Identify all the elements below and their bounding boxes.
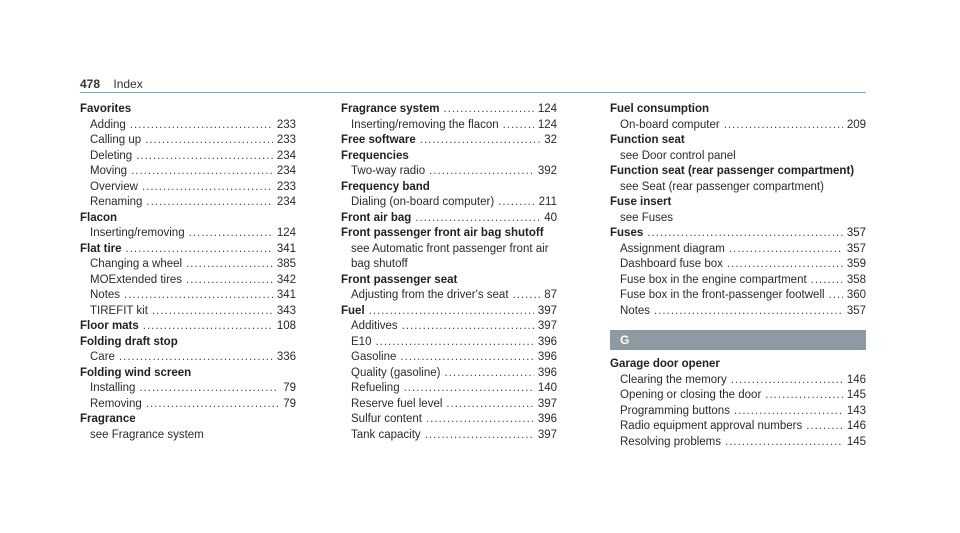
dot-leader (727, 257, 843, 273)
dot-leader (724, 118, 843, 134)
page-reference[interactable]: 343 (276, 304, 296, 317)
index-heading (80, 102, 296, 118)
dot-leader (131, 164, 273, 180)
index-subentry (80, 118, 296, 134)
page-reference[interactable]: 87 (544, 289, 557, 301)
index-subentry (610, 388, 866, 404)
index-subentry (610, 149, 866, 165)
index-subentry-label: Refueling (351, 382, 400, 394)
index-subentry (610, 257, 866, 273)
index-subentry-label: Gasoline (351, 351, 397, 363)
index-heading (610, 357, 866, 373)
index-heading-label: Flat tire (80, 242, 122, 255)
index-subentry-label: Opening or closing the door (620, 389, 762, 401)
index-heading-label: Flacon (80, 211, 118, 224)
page-reference[interactable]: 146 (846, 420, 866, 432)
index-subentry-label: see Automatic front passenger front air bag shutoff (351, 242, 549, 270)
index-heading-label: Fuses (610, 227, 644, 239)
index-subentry-label: TIREFIT kit (90, 304, 148, 317)
page-reference[interactable]: 359 (846, 258, 866, 270)
index-subentry (80, 288, 296, 304)
index-heading-label: Floor mats (80, 320, 139, 332)
index-subentry (341, 350, 557, 366)
index-subentry-label: Sulfur content (351, 413, 422, 425)
dot-leader (415, 211, 540, 227)
page-reference[interactable]: 357 (846, 304, 866, 317)
page-reference[interactable]: 211 (538, 196, 557, 208)
index-heading (341, 211, 557, 227)
page-reference[interactable]: 145 (846, 389, 866, 401)
index-heading (341, 102, 557, 118)
index-subentry-label: see Door control panel (620, 149, 736, 162)
index-heading-label: Function seat (rear passenger compartment) (610, 165, 855, 177)
dot-leader (806, 419, 843, 435)
index-subentry (341, 288, 557, 304)
index-subentry (80, 164, 296, 180)
dot-leader (647, 226, 843, 242)
index-subentry-label: Removing (90, 397, 142, 410)
dot-leader (426, 412, 534, 428)
index-subentry (341, 335, 557, 351)
index-heading (341, 273, 557, 289)
index-subentry (610, 288, 866, 304)
index-heading-label: Favorites (80, 103, 132, 115)
index-subentry (341, 366, 557, 382)
index-subentry (341, 381, 557, 397)
dot-leader (513, 288, 541, 304)
page-reference[interactable]: 40 (544, 211, 557, 224)
index-subentry-label: MOExtended tires (90, 273, 183, 286)
index-subentry (80, 180, 296, 196)
index-subentry (80, 257, 296, 273)
page-reference[interactable]: 145 (846, 435, 866, 448)
page-reference[interactable]: 341 (276, 242, 296, 255)
page-reference[interactable]: 140 (537, 382, 557, 394)
index-subentry-label: Dashboard fuse box (620, 258, 723, 270)
dot-leader (734, 404, 843, 420)
page-reference[interactable]: 124 (537, 103, 557, 115)
page-reference[interactable]: 357 (846, 227, 866, 239)
index-heading-label: Folding wind screen (80, 366, 192, 379)
dot-leader (425, 428, 534, 444)
index-subentry-label: Programming buttons (620, 404, 730, 417)
page-reference[interactable]: 79 (283, 382, 296, 394)
dot-leader (186, 273, 273, 289)
page-reference[interactable]: 360 (846, 289, 866, 301)
index-subentry-label: Fuse box in the engine compartment (620, 273, 807, 286)
index-heading-label: Garage door opener (610, 358, 720, 370)
index-heading-label: Front air bag (341, 211, 412, 224)
dot-leader (420, 133, 540, 149)
section-title: Index (113, 77, 143, 91)
dot-leader (186, 257, 273, 273)
index-subentry-label: On-board computer (620, 118, 720, 131)
dot-leader (146, 397, 279, 413)
page-reference[interactable]: 79 (283, 397, 296, 410)
index-heading-label: Function seat (610, 134, 685, 146)
index-subentry (610, 242, 866, 258)
index-subentry-label: see Fuses (620, 211, 674, 224)
index-subentry-label: Reserve fuel level (351, 397, 443, 410)
index-heading-label: Frequency band (341, 180, 430, 193)
index-heading (610, 164, 866, 180)
index-subentry (80, 133, 296, 149)
index-subentry (341, 397, 557, 413)
index-subentry-label: Notes (620, 304, 651, 317)
index-group-g (610, 357, 866, 450)
page-reference[interactable]: 233 (276, 134, 296, 146)
page-reference[interactable]: 32 (544, 134, 557, 146)
index-heading (80, 335, 296, 351)
index-column-3 (610, 102, 866, 450)
index-subentry (610, 419, 866, 435)
dot-leader (152, 304, 273, 320)
page-reference[interactable]: 234 (276, 165, 296, 177)
index-heading (610, 226, 866, 242)
page-reference[interactable]: 124 (276, 227, 296, 239)
index-column-1 (80, 102, 296, 443)
index-subentry-label: Clearing the memory (620, 373, 727, 386)
page-reference[interactable]: 233 (276, 180, 296, 193)
dot-leader (498, 195, 534, 211)
index-subentry-label: Deleting (90, 149, 133, 162)
index-heading-label: Front passenger seat (341, 273, 458, 286)
page-reference[interactable]: 342 (276, 273, 296, 286)
index-subentry-label: Renaming (90, 196, 143, 208)
index-heading (341, 149, 557, 165)
dot-leader (429, 164, 534, 180)
index-subentry-label: Adding (90, 118, 126, 131)
letter-section-bar: G (610, 330, 866, 350)
dot-leader (142, 180, 273, 196)
index-heading-label: Folding draft stop (80, 335, 178, 348)
index-subentry (341, 164, 557, 180)
dot-leader (145, 133, 273, 149)
index-subentry (610, 404, 866, 420)
index-subentry-label: E10 (351, 335, 372, 348)
index-subentry-label: Overview (90, 180, 138, 193)
page-reference[interactable]: 396 (537, 413, 557, 425)
index-subentry (610, 373, 866, 389)
index-heading-label: Front passenger front air bag shutoff (341, 227, 544, 239)
index-subentry (610, 435, 866, 451)
dot-leader (444, 366, 533, 382)
index-subentry (610, 304, 866, 320)
index-subentry-label: Calling up (90, 134, 142, 146)
index-subentry (610, 211, 866, 227)
index-heading-label: Free software (341, 134, 416, 146)
dot-leader (126, 242, 273, 258)
index-heading (341, 133, 557, 149)
dot-leader (729, 242, 843, 258)
index-subentry-label: Additives (351, 320, 398, 332)
index-subentry-label: Inserting/removing (90, 227, 185, 239)
index-heading (610, 195, 866, 211)
index-subentry (610, 180, 866, 196)
dot-leader (146, 195, 272, 211)
page-header (80, 77, 143, 91)
page-reference[interactable]: 397 (537, 320, 557, 332)
index-subentry-label: Tank capacity (351, 428, 421, 441)
dot-leader (189, 226, 273, 242)
index-heading-label: Fragrance (80, 413, 136, 425)
header-rule (80, 92, 866, 93)
index-subentry (80, 195, 296, 211)
index-subentry (610, 273, 866, 289)
page-reference[interactable]: 233 (276, 118, 296, 131)
index-column-2 (341, 102, 557, 443)
index-subentry (341, 412, 557, 428)
index-subentry (341, 428, 557, 444)
index-subentry-label: Radio equipment approval numbers (620, 420, 803, 432)
page-reference[interactable]: 397 (537, 428, 557, 441)
index-subentry (341, 195, 557, 211)
dot-leader (731, 373, 843, 389)
index-subentry-label: Care (90, 351, 115, 363)
index-heading (80, 242, 296, 258)
index-subentry (80, 149, 296, 165)
index-subentry-label: Dialing (on-board computer) (351, 196, 495, 208)
index-heading (341, 304, 557, 320)
index-subentry-label: see Fragrance system (90, 428, 204, 441)
dot-leader (139, 381, 279, 397)
index-heading (610, 133, 866, 149)
index-subentry-label: Fuse box in the front-passenger footwell (620, 289, 825, 301)
page-reference[interactable]: 357 (846, 242, 866, 255)
index-heading (80, 412, 296, 428)
dot-leader (402, 319, 534, 335)
index-subentry (80, 381, 296, 397)
page-reference[interactable]: 396 (537, 366, 557, 379)
page-reference[interactable]: 396 (537, 351, 557, 363)
index-group-f (610, 102, 866, 319)
index-subentry (341, 319, 557, 335)
index-subentry-label: Notes (90, 289, 121, 301)
index-subentry (80, 350, 296, 366)
index-subentry-label: Adjusting from the driver's seat (351, 289, 509, 301)
page-reference[interactable]: 397 (537, 397, 557, 410)
dot-leader (503, 118, 534, 134)
page-number: 478 (80, 77, 101, 91)
dot-leader (119, 350, 273, 366)
page-reference[interactable]: 124 (537, 118, 557, 131)
page-reference[interactable]: 234 (276, 196, 296, 208)
index-subentry-label: see Seat (rear passenger compartment) (620, 180, 824, 193)
index-heading-label: Frequencies (341, 149, 409, 162)
index-subentry (80, 226, 296, 242)
dot-leader (369, 304, 534, 320)
index-subentry (80, 428, 296, 444)
index-subentry (80, 304, 296, 320)
page-reference[interactable]: 234 (276, 149, 296, 162)
dot-leader (136, 149, 273, 165)
page-reference[interactable]: 341 (276, 289, 296, 301)
dot-leader (654, 304, 843, 320)
index-subentry (341, 242, 557, 273)
index-heading-label: Fuse insert (610, 196, 672, 208)
index-subentry (80, 397, 296, 413)
dot-leader (446, 397, 533, 413)
dot-leader (404, 381, 534, 397)
index-heading (80, 319, 296, 335)
dot-leader (443, 102, 533, 118)
index-subentry-label: Changing a wheel (90, 258, 183, 270)
dot-leader (143, 319, 273, 335)
dot-leader (124, 288, 273, 304)
dot-leader (130, 118, 273, 134)
page-reference[interactable]: 209 (846, 118, 866, 131)
index-heading (610, 102, 866, 118)
index-heading-label: Fragrance system (341, 103, 440, 115)
page-reference[interactable]: 392 (537, 165, 557, 177)
index-heading (80, 211, 296, 227)
index-heading (341, 180, 557, 196)
dot-leader (829, 288, 843, 304)
dot-leader (765, 388, 843, 404)
dot-leader (725, 435, 843, 451)
index-heading (80, 366, 296, 382)
page-reference[interactable]: 108 (276, 320, 296, 332)
index-subentry-label: Inserting/removing the flacon (351, 118, 499, 131)
page-reference[interactable]: 396 (537, 335, 557, 348)
index-subentry (610, 118, 866, 134)
index-subentry-label: Assignment diagram (620, 242, 725, 255)
index-heading-label: Fuel (341, 304, 365, 317)
dot-leader (400, 350, 533, 366)
index-subentry (341, 118, 557, 134)
index-subentry-label: Two-way radio (351, 165, 426, 177)
page-reference[interactable]: 146 (846, 373, 866, 386)
dot-leader (811, 273, 843, 289)
index-subentry-label: Resolving problems (620, 435, 721, 448)
dot-leader (375, 335, 533, 351)
page-reference[interactable]: 397 (537, 304, 557, 317)
index-heading (341, 226, 557, 242)
page-reference[interactable]: 143 (846, 404, 866, 417)
index-heading-label: Fuel consumption (610, 103, 710, 115)
index-subentry-label: Moving (90, 165, 128, 177)
index-subentry-label: Installing (90, 382, 136, 394)
index-subentry (80, 273, 296, 289)
page-reference[interactable]: 358 (846, 273, 866, 286)
page-reference[interactable]: 336 (276, 351, 296, 363)
page-reference[interactable]: 385 (276, 258, 296, 270)
index-subentry-label: Quality (gasoline) (351, 366, 441, 379)
